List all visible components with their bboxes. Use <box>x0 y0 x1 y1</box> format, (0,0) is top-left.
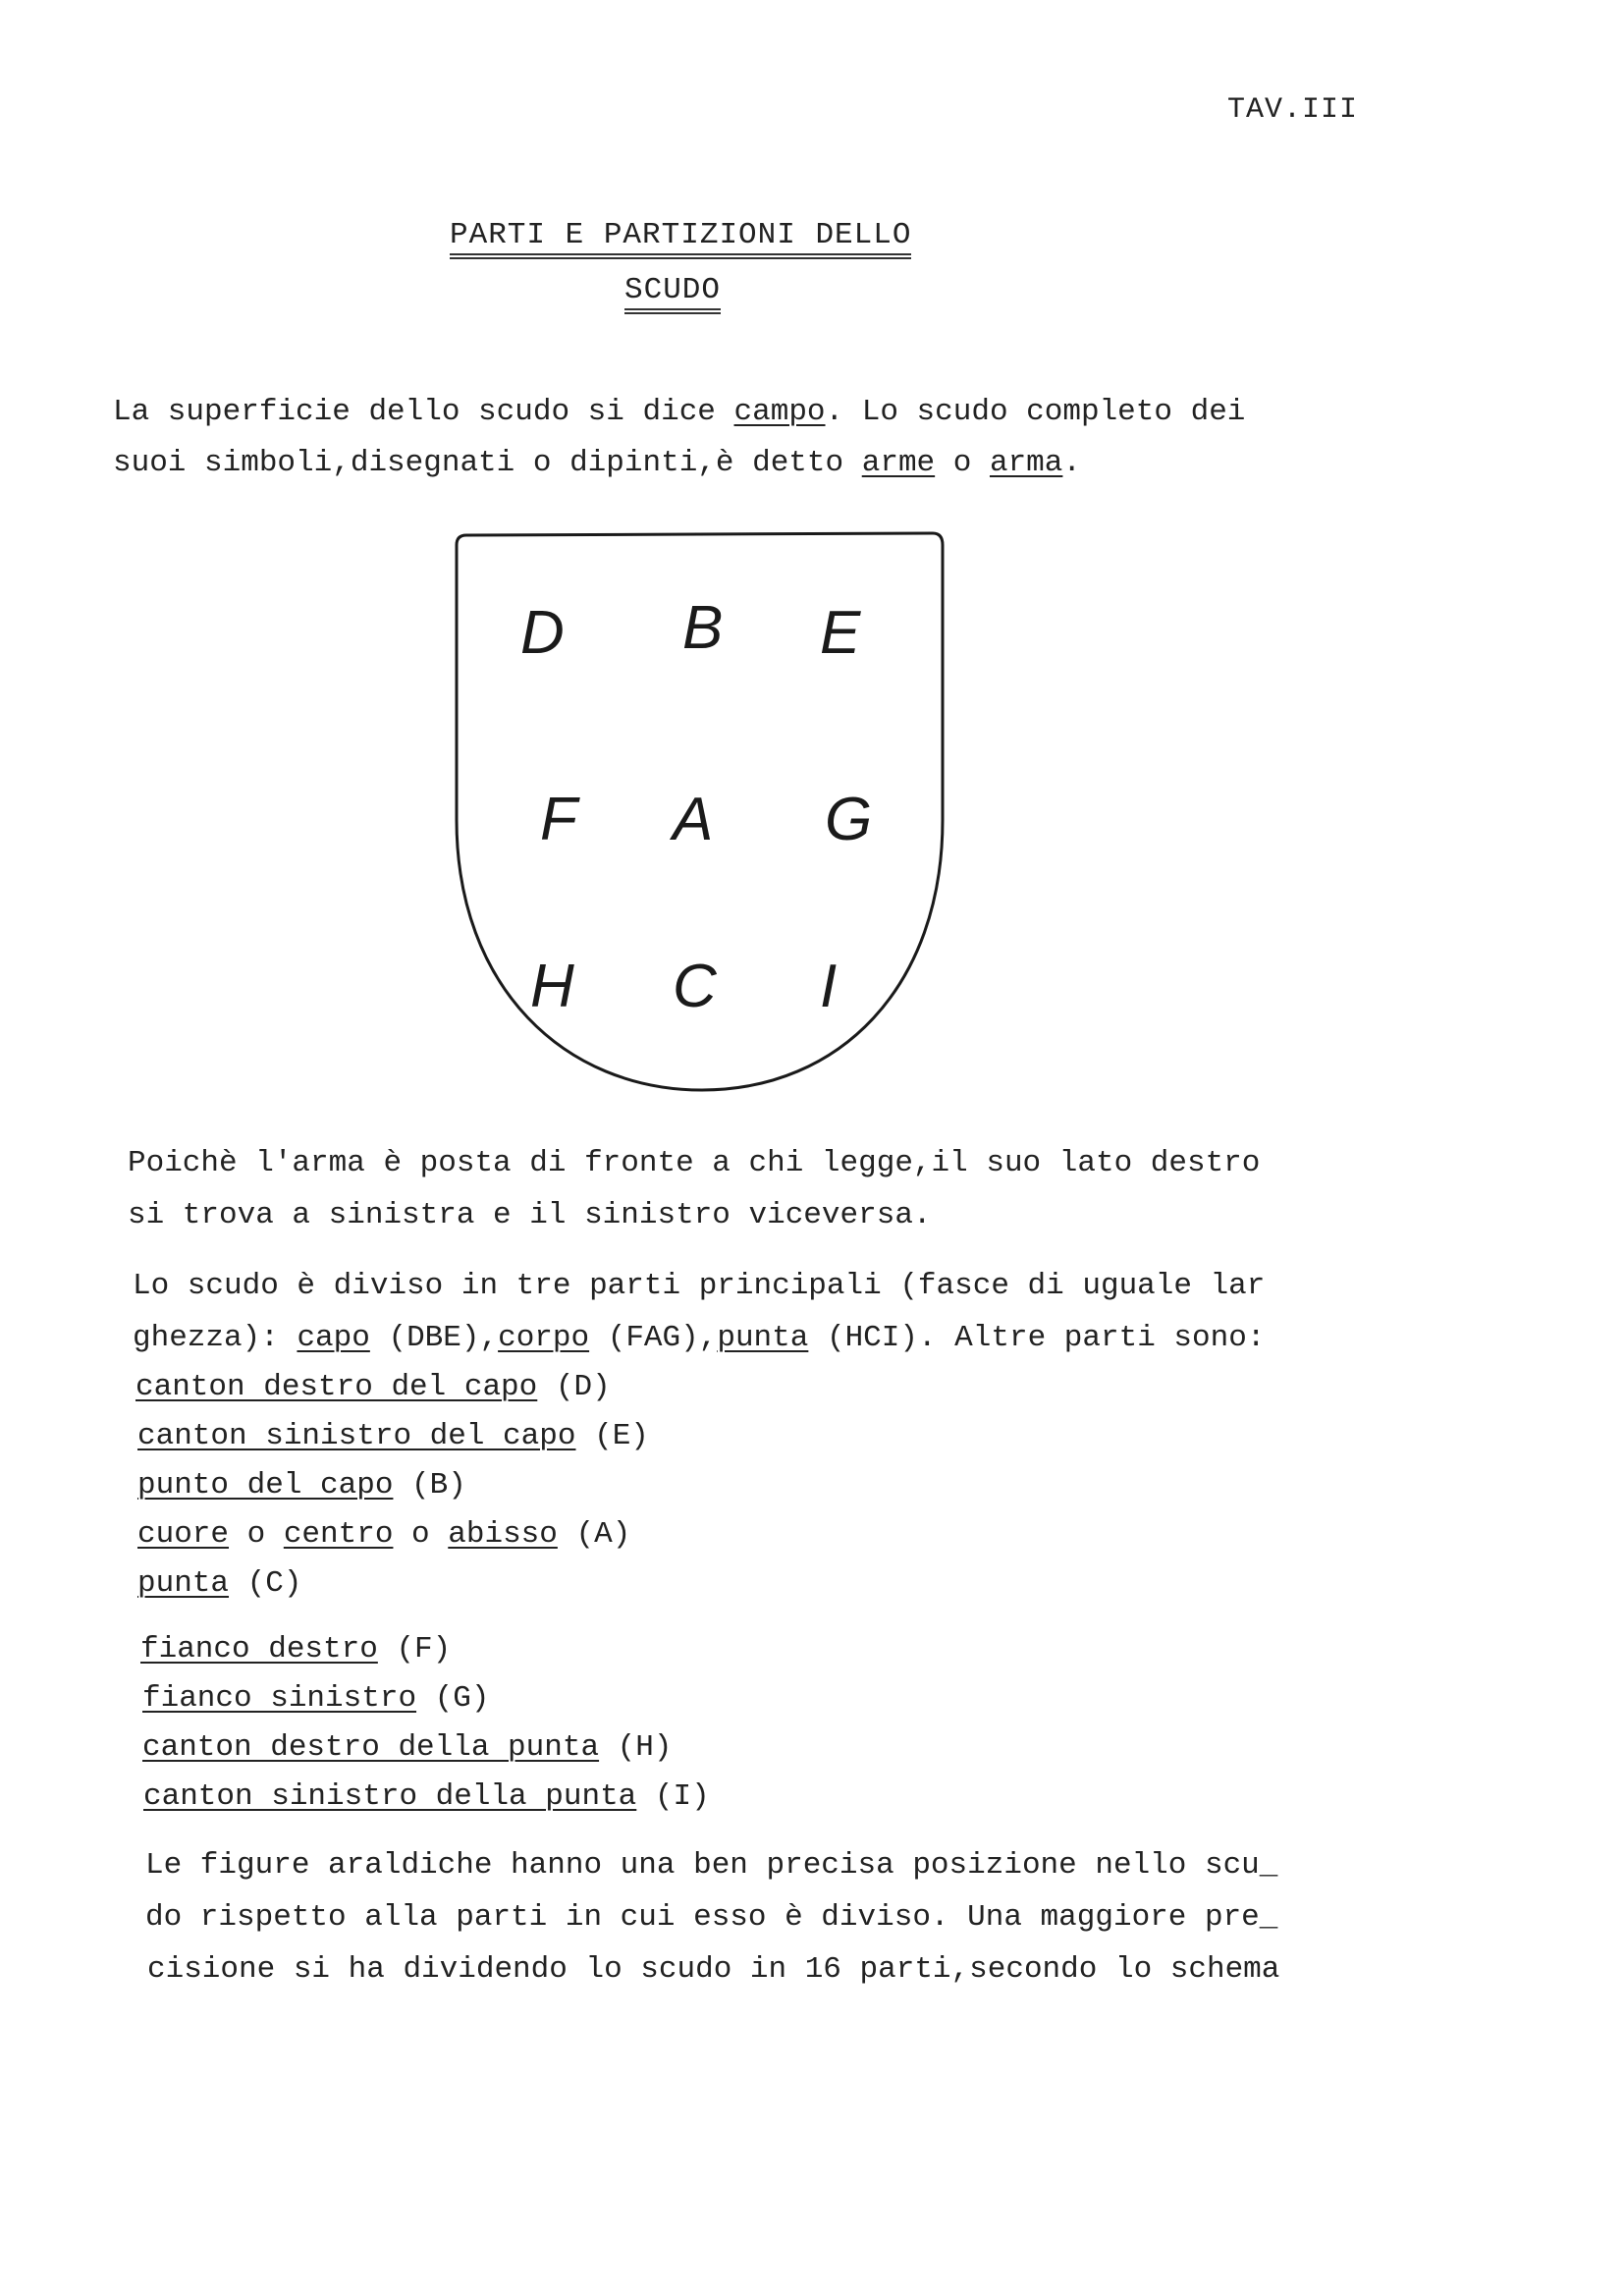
term-arma: arma <box>989 446 1063 480</box>
shield-letter-H: H <box>530 953 574 1020</box>
para2-line-2: si trova a sinistra e il sinistro viceversa. <box>128 1198 932 1232</box>
term-capo: capo <box>297 1321 370 1355</box>
para4-line-1: Le figure araldiche hanno una ben precisa posizione nello scu_ <box>145 1848 1278 1883</box>
intro-line-1: La superficie dello scudo si dice campo. Lo scudo completo dei <box>113 395 1246 429</box>
para4-line-3: cisione si ha dividendo lo scudo in 16 parti,secondo lo schema <box>147 1952 1280 1987</box>
para2-line-1: Poichè l'arma è posta di fronte a chi legge,il suo lato destro <box>128 1146 1261 1180</box>
shield-letter-F: F <box>540 786 577 853</box>
shield-diagram <box>447 525 957 1105</box>
part-item: punto del capo (B) <box>137 1468 466 1503</box>
part-item: canton sinistro del capo (E) <box>137 1419 649 1453</box>
part-item: fianco destro (F) <box>140 1632 452 1667</box>
shield-letter-G: G <box>825 786 873 853</box>
term-punta: punta <box>717 1321 809 1355</box>
term-arme: arme <box>861 446 936 480</box>
part-item: canton destro della punta (H) <box>142 1730 673 1765</box>
term-campo: campo <box>733 395 826 429</box>
shield-letter-D: D <box>520 599 565 667</box>
term-corpo: corpo <box>498 1321 590 1355</box>
plate-label: TAV.III <box>1227 93 1359 127</box>
shield-letter-I: I <box>820 953 838 1020</box>
part-item: canton sinistro della punta (I) <box>143 1779 710 1814</box>
part-item: fianco sinistro (G) <box>142 1681 490 1716</box>
shield-letter-A: A <box>673 786 714 853</box>
para3-line-2: ghezza): capo (DBE),corpo (FAG),punta (HCI). Altre parti sono: <box>133 1321 1266 1355</box>
part-item: canton destro del capo (D) <box>135 1370 611 1404</box>
part-item: punta (C) <box>137 1566 302 1601</box>
para4-line-2: do rispetto alla parti in cui esso è diviso. Una maggiore pre_ <box>145 1900 1278 1935</box>
shield-letter-B: B <box>682 594 724 662</box>
para3-line-1: Lo scudo è diviso in tre parti principali (fasce di uguale lar <box>133 1269 1266 1303</box>
title-line-1: PARTI E PARTIZIONI DELLO <box>450 218 911 259</box>
shield-letter-C: C <box>673 953 717 1020</box>
part-item: cuore o centro o abisso (A) <box>137 1517 631 1552</box>
shield-letter-E: E <box>820 599 861 667</box>
intro-line-2: suoi simboli,disegnati o dipinti,è detto arme o arma. <box>113 446 1081 480</box>
title-line-2: SCUDO <box>624 273 721 314</box>
